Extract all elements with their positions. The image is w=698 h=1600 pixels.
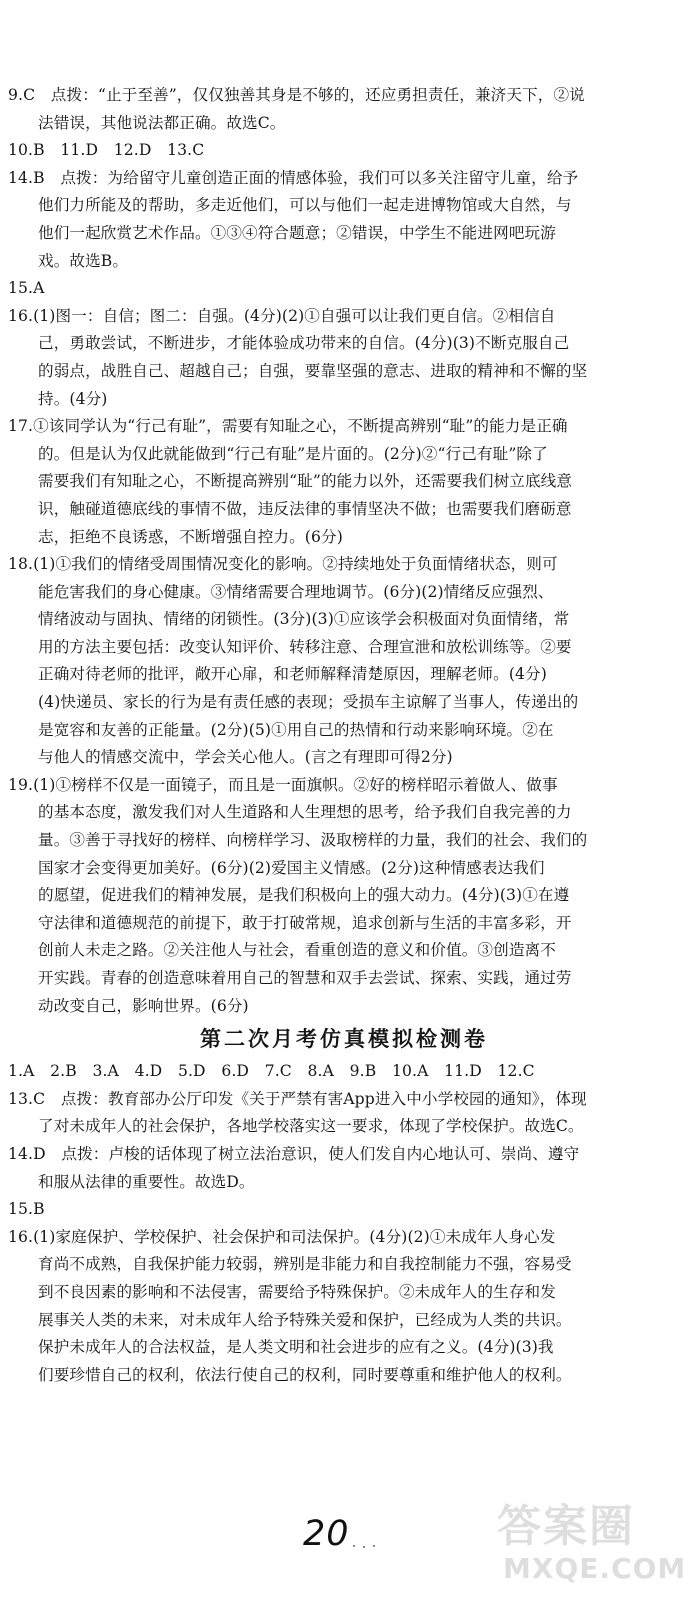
text-line: 国家才会变得更加美好。(6分)(2)爱国主义情感。(2分)这种情感表达我们 <box>38 858 545 877</box>
text-line: 和服从法律的重要性。故选D。 <box>38 1172 255 1191</box>
text-line: 守法律和道德规范的前提下，敢于打破常规，追求创新与生活的丰富多彩，开 <box>38 913 572 932</box>
text-line: 量。③善于寻找好的榜样、向榜样学习、汲取榜样的力量，我们的社会、我们的 <box>38 831 588 850</box>
text-line: 是宽容和友善的正能量。(2分)(5)①用自己的热情和行动来影响环境。②在 <box>38 720 554 739</box>
text-line: 15.A <box>8 279 45 298</box>
text-line: 持。(4分) <box>38 389 108 408</box>
text-line: (4)快递员、家长的行为是有责任感的表现；受损车主谅解了当事人，传递出的 <box>38 693 579 712</box>
text-line: 己，勇敢尝试，不断进步，才能体验成功带来的自信。(4分)(3)不断克服自己 <box>38 334 570 353</box>
text-line: 10.B 11.D 12.D 13.C <box>8 141 205 160</box>
text-line: 志，拒绝不良诱惑，不断增强自控力。(6分) <box>38 527 343 546</box>
text-line: 识，触碰道德底线的事情不做，违反法律的事情坚决不做；也需要我们磨砺意 <box>38 499 572 518</box>
text-line: 保护未成年人的合法权益，是人类文明和社会进步的应有之义。(4分)(3)我 <box>38 1338 554 1357</box>
text-line: 情绪波动与固执、情绪的闭锁性。(3分)(3)①应该学会积极面对负面情绪，常 <box>38 610 570 629</box>
text-line: 19.(1)①榜样不仅是一面镜子，而且是一面旗帜。②好的榜样昭示着做人、做事 <box>8 775 558 794</box>
text-line: 16.(1)家庭保护、学校保护、社会保护和司法保护。(4分)(2)①未成年人身心发 <box>8 1227 556 1246</box>
text-line: 他们一起欣赏艺术作品。①③④符合题意；②错误，中学生不能进网吧玩游 <box>38 223 556 242</box>
text-line: 14.D 点拨：卢梭的话体现了树立法治意识，使人们发自内心地认可、崇尚、遵守 <box>8 1144 580 1163</box>
text-line: 用的方法主要包括：改变认知评价、转移注意、合理宣泄和放松训练等。②要 <box>38 637 572 656</box>
text-line: 的。但是认为仅此就能做到“行己有耻”是片面的。(2分)②“行己有耻”除了 <box>38 444 548 463</box>
text-line: 动改变自己，影响世界。(6分) <box>38 996 249 1015</box>
text-line: 1.A 2.B 3.A 4.D 5.D 6.D 7.C 8.A 9.B 10.A 11.D 12.C <box>8 1062 535 1081</box>
scan-dot <box>353 1545 355 1547</box>
text-line: 他们力所能及的帮助，多走近他们，可以与他们一起走进博物馆或大自然，与 <box>38 196 572 215</box>
answer-content <box>8 82 680 1389</box>
text-line: 育尚不成熟，自我保护能力较弱，辨别是非能力和自我控制能力不强，容易受 <box>38 1255 572 1274</box>
scan-dot <box>373 1545 375 1547</box>
text-line: 18.(1)①我们的情绪受周围情况变化的影响。②持续地处于负面情绪状态，则可 <box>8 555 558 574</box>
text-line: 了对未成年人的社会保护，各地学校落实这一要求，体现了学校保护。故选C。 <box>38 1117 584 1136</box>
text-line: 的愿望，促进我们的精神发展，是我们积极向上的强大动力。(4分)(3)①在遵 <box>38 886 570 905</box>
text-line: 们要珍惜自己的权利，依法行使自己的权利，同时要尊重和维护他人的权利。 <box>38 1365 572 1384</box>
text-line: 14.B 点拨：为给留守儿童创造正面的情感体验，我们可以多关注留守儿童，给予 <box>8 168 579 187</box>
watermark-logo-text: 答案圈 <box>497 1501 635 1552</box>
text-line: 法错误，其他说法都正确。故选C。 <box>38 113 286 132</box>
watermark <box>485 1484 695 1594</box>
page-number: 20 <box>303 1514 350 1554</box>
text-line: 15.B <box>8 1200 45 1219</box>
text-line: 13.C 点拨：教育部办公厅印发《关于严禁有害App进入中小学校园的通知》，体现 <box>8 1089 587 1108</box>
text-line: 9.C 点拨：“止于至善”，仅仅独善其身是不够的，还应勇担责任，兼济天下，②说 <box>8 86 585 104</box>
text-line: 到不良因素的影响和不法侵害，需要给予特殊保护。②未成年人的生存和发 <box>38 1282 556 1301</box>
scan-dot <box>363 1546 365 1548</box>
text-line: 的基本态度，激发我们对人生道路和人生理想的思考，给予我们自我完善的力 <box>38 803 572 822</box>
text-line: 开实践。青春的创造意味着用自己的智慧和双手去尝试、探索、实践，通过劳 <box>38 969 572 987</box>
watermark-url: MXQE.COM <box>503 1552 687 1585</box>
text-line: 能危害我们的身心健康。③情绪需要合理地调节。(6分)(2)情绪反应强烈、 <box>38 582 554 601</box>
text-line: 17.①该同学认为“行己有耻”，需要有知耻之心，不断提高辨别“耻”的能力是正确 <box>8 417 568 436</box>
text-line: 正确对待老师的批评，敞开心扉，和老师解释清楚原因，理解老师。(4分) <box>38 665 547 684</box>
text-line: 创前人未走之路。②关注他人与社会，看重创造的意义和价值。③创造离不 <box>38 941 556 960</box>
text-line: 与他人的情感交流中，学会关心他人。(言之有理即可得2分) <box>38 748 453 767</box>
text-line: 展事关人类的未来，对未成年人给予特殊关爱和保护，已经成为人类的共识。 <box>38 1310 572 1329</box>
text-line: 需要我们有知耻之心，不断提高辨别“耻”的能力以外，还需要我们树立底线意 <box>38 472 573 491</box>
section-title: 第二次月考仿真模拟检测卷 <box>200 1027 488 1052</box>
text-line: 的弱点，战胜自己、超越自己；自强，要靠坚强的意志、进取的精神和不懈的坚 <box>38 361 588 380</box>
text-line: 16.(1)图一：自信；图二：自强。(4分)(2)①自强可以让我们更自信。②相信自 <box>8 306 556 325</box>
text-line: 戏。故选B。 <box>38 251 129 270</box>
